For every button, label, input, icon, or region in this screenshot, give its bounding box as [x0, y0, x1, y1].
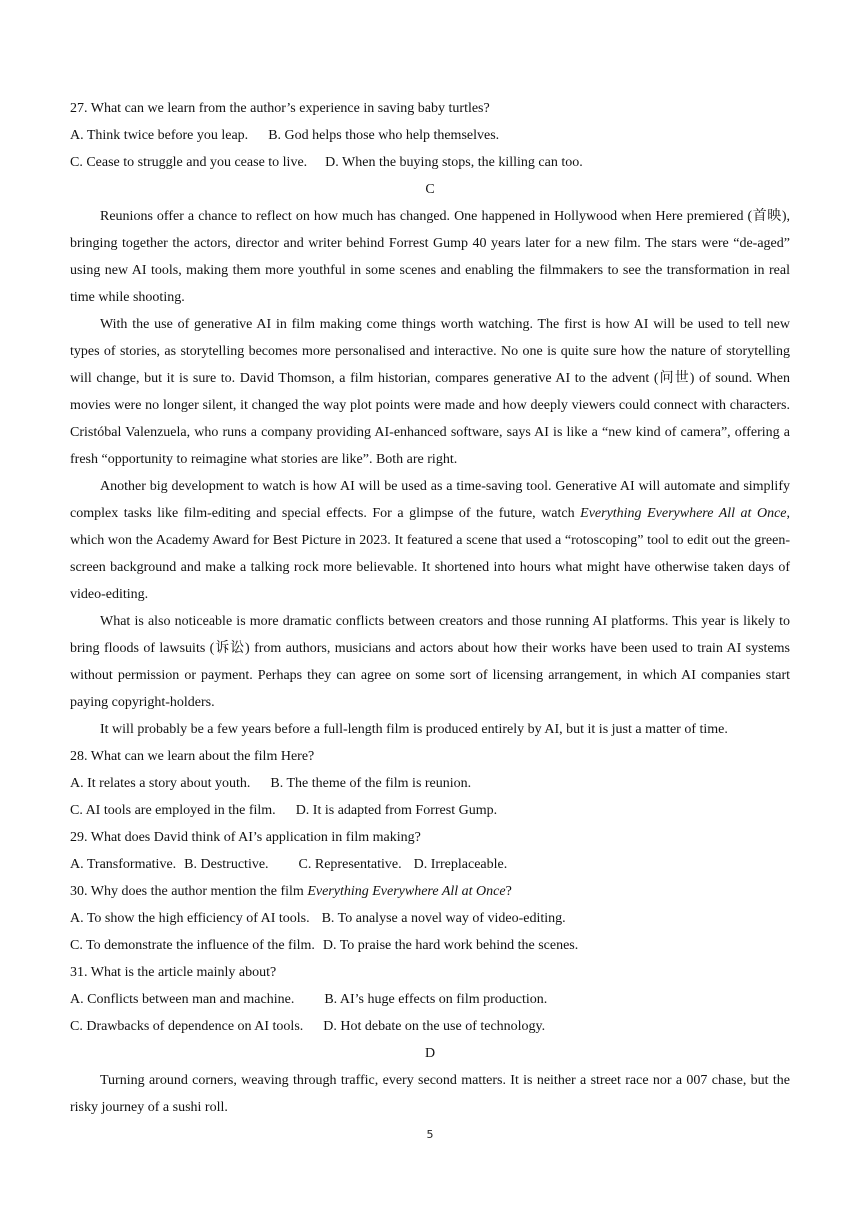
section-c-heading: C: [425, 182, 435, 197]
question-27-stem: 27. What can we learn from the author’s experience in saving baby turtles?: [70, 101, 490, 116]
question-29-option-c: C. Representative.: [298, 857, 402, 872]
question-31-option-c: C. Drawbacks of dependence on AI tools.: [70, 1019, 304, 1034]
film-title-italic: Everything Everywhere All at Once: [580, 506, 787, 521]
question-29-stem: 29. What does David think of AI’s application in film making?: [70, 830, 421, 845]
question-30-option-b: B. To analyse a novel way of video-editing.: [321, 911, 566, 926]
question-29-option-a: A. Transformative.: [70, 857, 177, 872]
question-30-stem-part-2: ?: [505, 884, 512, 899]
question-27-option-b: B. God helps those who help themselves.: [268, 128, 500, 143]
question-30-options-row-2: [70, 932, 790, 959]
question-28-stem: 28. What can we learn about the film Here?: [70, 749, 315, 764]
question-27-options-row-1: [70, 122, 790, 149]
question-30-stem-part-1: 30. Why does the author mention the film: [70, 884, 308, 899]
section-d-heading: D: [424, 1046, 436, 1061]
question-29-option-d: D. Irreplaceable.: [413, 857, 508, 872]
question-28-option-d: D. It is adapted from Forrest Gump.: [295, 803, 498, 818]
question-30-options-row-1: [70, 905, 790, 932]
question-28-options-row-2: [70, 797, 790, 824]
question-28-option-b: B. The theme of the film is reunion.: [270, 776, 472, 791]
question-30-film-title-italic: Everything Everywhere All at Once: [307, 884, 506, 899]
page-number: 5: [426, 1128, 434, 1141]
question-31-options-row-1: [70, 986, 790, 1013]
question-28-option-c: C. AI tools are employed in the film.: [70, 803, 276, 818]
question-30-option-c: C. To demonstrate the influence of the film.: [70, 938, 315, 953]
question-31-option-d: D. Hot debate on the use of technology.: [323, 1019, 546, 1034]
question-31-option-a: A. Conflicts between man and machine.: [70, 992, 295, 1007]
question-31-option-b: B. AI’s huge effects on film production.: [324, 992, 548, 1007]
question-27-option-d: D. When the buying stops, the killing can too.: [325, 155, 583, 170]
section-c-paragraph-3: [70, 473, 790, 608]
document-page: [70, 95, 790, 1121]
question-31-options-row-2: [70, 1013, 790, 1040]
question-29-option-b: B. Destructive.: [184, 857, 269, 872]
question-28-options-row-1: [70, 770, 790, 797]
section-c-paragraph-2: With the use of generative AI in film making come things worth watching. The first is how AI will be used to tell new types of stories, as storytelling becomes more personalised and interactive. No one is quite sure how the nature of storytelling will change, but it is sure to. David Thomson, a film historian, compares generative AI to the advent (问世) of sound. When movies were no longer silent, it changed the way plot points were made and how deeply viewers could connect with characters. Cristóbal Valenzuela, who runs a company providing AI-enhanced software, says AI is like a “new kind of camera”, offering a fresh “opportunity to reimagine what stories are like”. Both are right.: [70, 317, 790, 467]
question-28-option-a: A. It relates a story about youth.: [70, 776, 251, 791]
question-27-options-row-2: [70, 149, 790, 176]
section-c-paragraph-3-part-2: , which won the Academy Award for Best Picture in 2023. It featured a scene that used a “rotoscoping” tool to edit out the green-screen background and make a talking rock more believable. It shortened into hours what might have otherwise taken days of video-editing.: [70, 506, 790, 602]
section-d-paragraph-1: Turning around corners, weaving through traffic, every second matters. It is neither a street race nor a 007 chase, but the risky journey of a sushi roll.: [70, 1073, 790, 1115]
section-c-paragraph-1: Reunions offer a chance to reflect on how much has changed. One happened in Hollywood when Here premiered (首映), bringing together the actors, director and writer behind Forrest Gump 40 years later for a new film. The stars were “de-aged” using new AI tools, making them more youthful in some scenes and enabling the filmmakers to see the transformation in real time while shooting.: [70, 209, 790, 305]
question-30-option-d: D. To praise the hard work behind the scenes.: [322, 938, 579, 953]
section-c-paragraph-3-part-1: Another big development to watch is how AI will be used as a time-saving tool. Generative AI will automate and simplify complex tasks like film-editing and special effects. For a glimpse of the future, watch: [70, 479, 790, 521]
question-31-stem: 31. What is the article mainly about?: [70, 965, 277, 980]
question-30-option-a: A. To show the high efficiency of AI tools.: [70, 911, 310, 926]
section-c-paragraph-4: What is also noticeable is more dramatic conflicts between creators and those running AI platforms. This year is likely to bring floods of lawsuits (诉讼) from authors, musicians and actors about how their works have been used to train AI systems without permission or payment. Perhaps they can agree on some sort of licensing arrangement, in which AI companies start paying copyright-holders.: [70, 614, 790, 710]
section-c-paragraph-5: It will probably be a few years before a full-length film is produced entirely by AI, but it is just a matter of time.: [100, 722, 728, 737]
question-27-option-a: A. Think twice before you leap.: [70, 128, 249, 143]
question-30-stem: [70, 878, 790, 905]
question-29-options-row: [70, 851, 790, 878]
question-27-option-c: C. Cease to struggle and you cease to live.: [70, 155, 308, 170]
